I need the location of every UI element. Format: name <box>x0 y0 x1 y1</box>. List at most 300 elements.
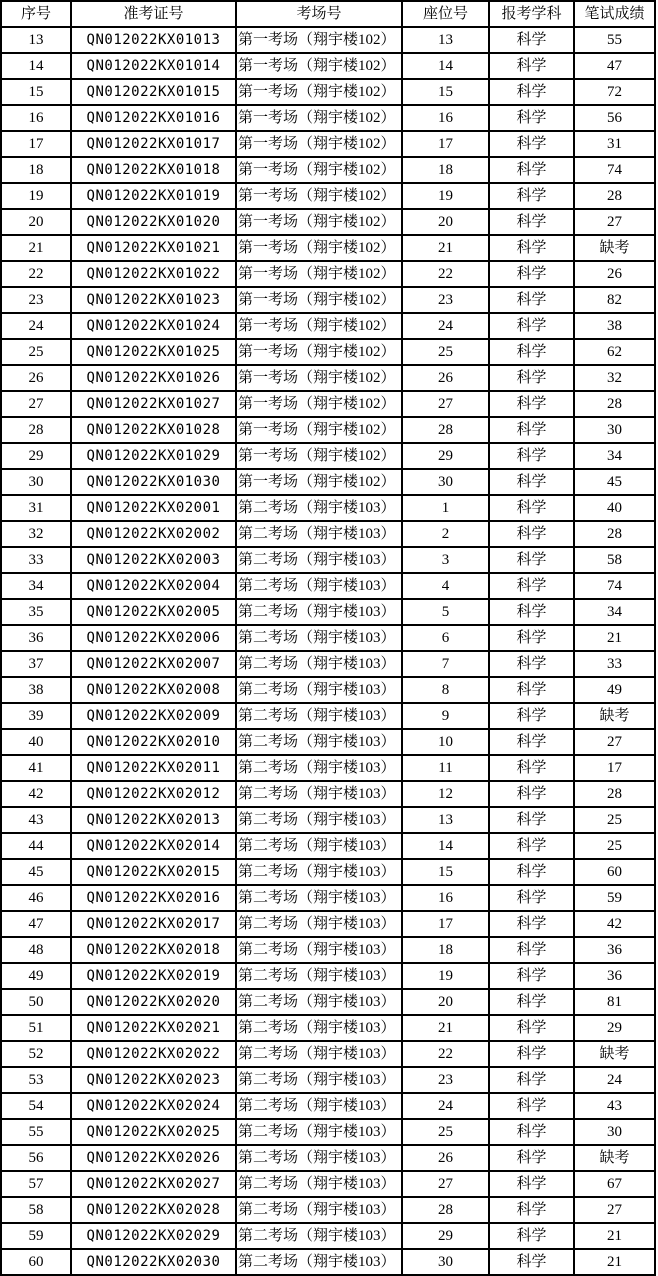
table-cell-serial: 19 <box>1 183 71 209</box>
table-row <box>1 1145 655 1171</box>
table-cell-serial: 41 <box>1 755 71 781</box>
table-cell-room: 第二考场（翔宇楼103） <box>236 521 402 547</box>
table-cell-seat: 29 <box>402 1223 489 1249</box>
table-row <box>1 495 655 521</box>
table-cell-ticket: QN012022KX02005 <box>71 599 236 625</box>
table-row <box>1 183 655 209</box>
table-cell-room: 第二考场（翔宇楼103） <box>236 573 402 599</box>
table-cell-room: 第二考场（翔宇楼103） <box>236 599 402 625</box>
table-row <box>1 287 655 313</box>
header-written-score: 笔试成绩 <box>574 1 655 27</box>
table-cell-score: 30 <box>574 417 655 443</box>
table-row <box>1 1041 655 1067</box>
table-cell-subject: 科学 <box>489 27 574 53</box>
header-exam-room: 考场号 <box>236 1 402 27</box>
table-cell-seat: 14 <box>402 833 489 859</box>
table-cell-subject: 科学 <box>489 443 574 469</box>
table-cell-subject: 科学 <box>489 885 574 911</box>
table-cell-room: 第一考场（翔宇楼102） <box>236 339 402 365</box>
table-row <box>1 625 655 651</box>
table-cell-room: 第一考场（翔宇楼102） <box>236 287 402 313</box>
table-cell-serial: 44 <box>1 833 71 859</box>
header-seat-number: 座位号 <box>402 1 489 27</box>
table-cell-ticket: QN012022KX02007 <box>71 651 236 677</box>
table-body <box>1 27 655 1275</box>
table-row <box>1 79 655 105</box>
table-cell-serial: 32 <box>1 521 71 547</box>
table-cell-seat: 27 <box>402 391 489 417</box>
table-cell-ticket: QN012022KX02018 <box>71 937 236 963</box>
table-cell-ticket: QN012022KX01020 <box>71 209 236 235</box>
table-cell-ticket: QN012022KX01027 <box>71 391 236 417</box>
table-cell-seat: 8 <box>402 677 489 703</box>
table-row <box>1 781 655 807</box>
table-row <box>1 391 655 417</box>
table-cell-score: 28 <box>574 391 655 417</box>
table-cell-ticket: QN012022KX02014 <box>71 833 236 859</box>
table-cell-serial: 47 <box>1 911 71 937</box>
table-row <box>1 105 655 131</box>
table-cell-serial: 25 <box>1 339 71 365</box>
table-cell-room: 第一考场（翔宇楼102） <box>236 443 402 469</box>
table-cell-score: 25 <box>574 833 655 859</box>
table-cell-score: 47 <box>574 53 655 79</box>
table-cell-seat: 22 <box>402 261 489 287</box>
table-cell-seat: 7 <box>402 651 489 677</box>
table-row <box>1 131 655 157</box>
table-cell-ticket: QN012022KX02025 <box>71 1119 236 1145</box>
table-cell-seat: 10 <box>402 729 489 755</box>
table-cell-seat: 15 <box>402 79 489 105</box>
table-cell-room: 第一考场（翔宇楼102） <box>236 313 402 339</box>
table-cell-ticket: QN012022KX01024 <box>71 313 236 339</box>
table-cell-subject: 科学 <box>489 755 574 781</box>
table-cell-room: 第二考场（翔宇楼103） <box>236 1197 402 1223</box>
table-cell-score: 17 <box>574 755 655 781</box>
header-admission-ticket: 准考证号 <box>71 1 236 27</box>
table-cell-ticket: QN012022KX02027 <box>71 1171 236 1197</box>
table-cell-subject: 科学 <box>489 1171 574 1197</box>
table-cell-serial: 49 <box>1 963 71 989</box>
table-cell-room: 第二考场（翔宇楼103） <box>236 625 402 651</box>
table-cell-serial: 17 <box>1 131 71 157</box>
table-cell-score: 21 <box>574 625 655 651</box>
table-cell-ticket: QN012022KX02024 <box>71 1093 236 1119</box>
table-row <box>1 729 655 755</box>
table-cell-subject: 科学 <box>489 235 574 261</box>
table-cell-serial: 30 <box>1 469 71 495</box>
table-row <box>1 157 655 183</box>
table-cell-subject: 科学 <box>489 209 574 235</box>
table-cell-serial: 15 <box>1 79 71 105</box>
table-cell-seat: 30 <box>402 469 489 495</box>
table-cell-score: 21 <box>574 1223 655 1249</box>
table-cell-ticket: QN012022KX01028 <box>71 417 236 443</box>
table-cell-room: 第二考场（翔宇楼103） <box>236 1093 402 1119</box>
table-cell-ticket: QN012022KX02010 <box>71 729 236 755</box>
table-cell-seat: 13 <box>402 807 489 833</box>
table-cell-room: 第一考场（翔宇楼102） <box>236 417 402 443</box>
table-cell-ticket: QN012022KX01023 <box>71 287 236 313</box>
table-cell-ticket: QN012022KX02004 <box>71 573 236 599</box>
table-cell-serial: 13 <box>1 27 71 53</box>
table-cell-subject: 科学 <box>489 1119 574 1145</box>
table-row <box>1 209 655 235</box>
table-cell-score: 27 <box>574 209 655 235</box>
table-cell-serial: 42 <box>1 781 71 807</box>
table-cell-room: 第一考场（翔宇楼102） <box>236 235 402 261</box>
table-cell-score: 58 <box>574 547 655 573</box>
table-cell-subject: 科学 <box>489 1197 574 1223</box>
table-cell-ticket: QN012022KX02016 <box>71 885 236 911</box>
table-row <box>1 963 655 989</box>
table-cell-subject: 科学 <box>489 261 574 287</box>
table-cell-ticket: QN012022KX02023 <box>71 1067 236 1093</box>
table-cell-ticket: QN012022KX02030 <box>71 1249 236 1275</box>
table-cell-seat: 16 <box>402 885 489 911</box>
table-cell-subject: 科学 <box>489 781 574 807</box>
table-row <box>1 547 655 573</box>
table-cell-seat: 11 <box>402 755 489 781</box>
table-cell-room: 第一考场（翔宇楼102） <box>236 365 402 391</box>
table-cell-seat: 27 <box>402 1171 489 1197</box>
table-cell-serial: 21 <box>1 235 71 261</box>
table-cell-seat: 12 <box>402 781 489 807</box>
table-cell-subject: 科学 <box>489 521 574 547</box>
table-cell-serial: 14 <box>1 53 71 79</box>
table-cell-seat: 23 <box>402 1067 489 1093</box>
table-cell-subject: 科学 <box>489 183 574 209</box>
table-cell-serial: 40 <box>1 729 71 755</box>
table-cell-score: 67 <box>574 1171 655 1197</box>
table-cell-seat: 22 <box>402 1041 489 1067</box>
table-cell-room: 第一考场（翔宇楼102） <box>236 27 402 53</box>
table-row <box>1 755 655 781</box>
table-cell-score: 28 <box>574 183 655 209</box>
table-cell-serial: 60 <box>1 1249 71 1275</box>
table-cell-ticket: QN012022KX02021 <box>71 1015 236 1041</box>
table-cell-serial: 48 <box>1 937 71 963</box>
table-cell-subject: 科学 <box>489 1249 574 1275</box>
table-cell-ticket: QN012022KX01025 <box>71 339 236 365</box>
table-cell-room: 第二考场（翔宇楼103） <box>236 677 402 703</box>
table-cell-seat: 4 <box>402 573 489 599</box>
table-cell-score: 60 <box>574 859 655 885</box>
table-cell-seat: 21 <box>402 1015 489 1041</box>
table-cell-score: 29 <box>574 1015 655 1041</box>
table-cell-ticket: QN012022KX01015 <box>71 79 236 105</box>
table-cell-subject: 科学 <box>489 547 574 573</box>
table-cell-serial: 34 <box>1 573 71 599</box>
table-cell-room: 第二考场（翔宇楼103） <box>236 703 402 729</box>
table-cell-subject: 科学 <box>489 989 574 1015</box>
table-cell-serial: 28 <box>1 417 71 443</box>
table-row <box>1 1093 655 1119</box>
table-cell-seat: 24 <box>402 1093 489 1119</box>
table-cell-ticket: QN012022KX02020 <box>71 989 236 1015</box>
table-cell-room: 第二考场（翔宇楼103） <box>236 495 402 521</box>
table-cell-ticket: QN012022KX02009 <box>71 703 236 729</box>
table-cell-seat: 20 <box>402 989 489 1015</box>
table-row <box>1 989 655 1015</box>
table-cell-subject: 科学 <box>489 417 574 443</box>
table-cell-score: 缺考 <box>574 1145 655 1171</box>
table-cell-score: 40 <box>574 495 655 521</box>
table-cell-room: 第二考场（翔宇楼103） <box>236 1145 402 1171</box>
table-cell-serial: 24 <box>1 313 71 339</box>
table-row <box>1 833 655 859</box>
table-row <box>1 703 655 729</box>
table-cell-score: 缺考 <box>574 235 655 261</box>
table-cell-subject: 科学 <box>489 105 574 131</box>
table-row <box>1 27 655 53</box>
table-cell-room: 第二考场（翔宇楼103） <box>236 885 402 911</box>
table-row <box>1 1015 655 1041</box>
table-cell-serial: 50 <box>1 989 71 1015</box>
table-cell-subject: 科学 <box>489 469 574 495</box>
table-cell-subject: 科学 <box>489 365 574 391</box>
table-cell-score: 56 <box>574 105 655 131</box>
table-cell-room: 第二考场（翔宇楼103） <box>236 1041 402 1067</box>
table-cell-seat: 29 <box>402 443 489 469</box>
table-cell-subject: 科学 <box>489 677 574 703</box>
table-cell-ticket: QN012022KX02019 <box>71 963 236 989</box>
table-cell-room: 第一考场（翔宇楼102） <box>236 131 402 157</box>
table-row <box>1 53 655 79</box>
table-cell-seat: 28 <box>402 417 489 443</box>
header-subject: 报考学科 <box>489 1 574 27</box>
table-row <box>1 235 655 261</box>
table-cell-seat: 21 <box>402 235 489 261</box>
table-cell-subject: 科学 <box>489 703 574 729</box>
table-cell-score: 81 <box>574 989 655 1015</box>
table-cell-seat: 28 <box>402 1197 489 1223</box>
table-cell-seat: 2 <box>402 521 489 547</box>
table-row <box>1 859 655 885</box>
table-cell-serial: 51 <box>1 1015 71 1041</box>
table-cell-ticket: QN012022KX01016 <box>71 105 236 131</box>
table-cell-room: 第二考场（翔宇楼103） <box>236 1171 402 1197</box>
table-cell-seat: 26 <box>402 1145 489 1171</box>
table-cell-seat: 25 <box>402 339 489 365</box>
header-serial-number: 序号 <box>1 1 71 27</box>
table-cell-score: 25 <box>574 807 655 833</box>
table-row <box>1 313 655 339</box>
table-cell-room: 第二考场（翔宇楼103） <box>236 989 402 1015</box>
table-cell-score: 34 <box>574 599 655 625</box>
table-cell-score: 59 <box>574 885 655 911</box>
table-cell-score: 31 <box>574 131 655 157</box>
table-cell-room: 第二考场（翔宇楼103） <box>236 937 402 963</box>
table-row <box>1 1249 655 1275</box>
table-cell-ticket: QN012022KX01026 <box>71 365 236 391</box>
table-cell-seat: 26 <box>402 365 489 391</box>
table-cell-seat: 17 <box>402 911 489 937</box>
table-cell-ticket: QN012022KX02006 <box>71 625 236 651</box>
table-cell-subject: 科学 <box>489 1145 574 1171</box>
table-row <box>1 521 655 547</box>
table-cell-seat: 18 <box>402 157 489 183</box>
table-row <box>1 1197 655 1223</box>
table-row <box>1 339 655 365</box>
table-cell-score: 49 <box>574 677 655 703</box>
table-cell-room: 第二考场（翔宇楼103） <box>236 781 402 807</box>
table-cell-room: 第一考场（翔宇楼102） <box>236 183 402 209</box>
table-cell-ticket: QN012022KX02028 <box>71 1197 236 1223</box>
table-cell-subject: 科学 <box>489 729 574 755</box>
table-cell-subject: 科学 <box>489 573 574 599</box>
table-cell-room: 第一考场（翔宇楼102） <box>236 105 402 131</box>
table-cell-serial: 58 <box>1 1197 71 1223</box>
table-cell-serial: 55 <box>1 1119 71 1145</box>
table-row <box>1 1119 655 1145</box>
table-cell-score: 42 <box>574 911 655 937</box>
table-row <box>1 911 655 937</box>
table-cell-score: 26 <box>574 261 655 287</box>
table-cell-subject: 科学 <box>489 625 574 651</box>
table-cell-score: 45 <box>574 469 655 495</box>
table-cell-seat: 16 <box>402 105 489 131</box>
table-cell-serial: 38 <box>1 677 71 703</box>
table-cell-room: 第一考场（翔宇楼102） <box>236 391 402 417</box>
table-cell-room: 第二考场（翔宇楼103） <box>236 1223 402 1249</box>
table-cell-ticket: QN012022KX01014 <box>71 53 236 79</box>
table-row <box>1 1067 655 1093</box>
table-row <box>1 573 655 599</box>
table-cell-room: 第二考场（翔宇楼103） <box>236 1119 402 1145</box>
table-cell-score: 32 <box>574 365 655 391</box>
table-cell-seat: 25 <box>402 1119 489 1145</box>
table-cell-serial: 45 <box>1 859 71 885</box>
table-cell-seat: 19 <box>402 963 489 989</box>
table-cell-seat: 20 <box>402 209 489 235</box>
table-cell-serial: 59 <box>1 1223 71 1249</box>
table-cell-seat: 18 <box>402 937 489 963</box>
table-cell-score: 74 <box>574 573 655 599</box>
table-cell-room: 第二考场（翔宇楼103） <box>236 963 402 989</box>
table-cell-ticket: QN012022KX02013 <box>71 807 236 833</box>
table-cell-serial: 31 <box>1 495 71 521</box>
table-cell-serial: 16 <box>1 105 71 131</box>
table-cell-room: 第二考场（翔宇楼103） <box>236 833 402 859</box>
table-cell-serial: 33 <box>1 547 71 573</box>
table-cell-serial: 27 <box>1 391 71 417</box>
table-cell-subject: 科学 <box>489 1093 574 1119</box>
table-row <box>1 599 655 625</box>
table-cell-subject: 科学 <box>489 391 574 417</box>
table-cell-ticket: QN012022KX02029 <box>71 1223 236 1249</box>
table-cell-serial: 56 <box>1 1145 71 1171</box>
table-cell-room: 第一考场（翔宇楼102） <box>236 79 402 105</box>
table-cell-room: 第一考场（翔宇楼102） <box>236 157 402 183</box>
table-cell-score: 30 <box>574 1119 655 1145</box>
table-cell-serial: 35 <box>1 599 71 625</box>
table-cell-seat: 5 <box>402 599 489 625</box>
table-cell-serial: 53 <box>1 1067 71 1093</box>
table-cell-score: 74 <box>574 157 655 183</box>
table-cell-subject: 科学 <box>489 911 574 937</box>
table-cell-ticket: QN012022KX01017 <box>71 131 236 157</box>
table-cell-subject: 科学 <box>489 963 574 989</box>
table-cell-serial: 26 <box>1 365 71 391</box>
table-cell-room: 第二考场（翔宇楼103） <box>236 729 402 755</box>
table-header <box>1 1 655 27</box>
table-cell-seat: 19 <box>402 183 489 209</box>
table-row <box>1 261 655 287</box>
table-cell-serial: 29 <box>1 443 71 469</box>
table-cell-subject: 科学 <box>489 833 574 859</box>
table-row <box>1 937 655 963</box>
table-cell-room: 第二考场（翔宇楼103） <box>236 1249 402 1275</box>
table-cell-subject: 科学 <box>489 807 574 833</box>
table-cell-ticket: QN012022KX02012 <box>71 781 236 807</box>
table-cell-seat: 17 <box>402 131 489 157</box>
table-cell-ticket: QN012022KX02003 <box>71 547 236 573</box>
table-cell-room: 第一考场（翔宇楼102） <box>236 261 402 287</box>
table-cell-room: 第二考场（翔宇楼103） <box>236 547 402 573</box>
table-cell-serial: 23 <box>1 287 71 313</box>
table-cell-serial: 43 <box>1 807 71 833</box>
table-cell-ticket: QN012022KX02008 <box>71 677 236 703</box>
table-row <box>1 807 655 833</box>
table-cell-seat: 23 <box>402 287 489 313</box>
table-cell-score: 21 <box>574 1249 655 1275</box>
table-cell-room: 第二考场（翔宇楼103） <box>236 859 402 885</box>
table-cell-score: 27 <box>574 1197 655 1223</box>
table-cell-ticket: QN012022KX02015 <box>71 859 236 885</box>
header-row <box>1 1 655 27</box>
table-cell-subject: 科学 <box>489 287 574 313</box>
table-cell-subject: 科学 <box>489 53 574 79</box>
table-cell-score: 72 <box>574 79 655 105</box>
table-cell-score: 24 <box>574 1067 655 1093</box>
table-cell-seat: 30 <box>402 1249 489 1275</box>
table-cell-subject: 科学 <box>489 599 574 625</box>
table-cell-subject: 科学 <box>489 1041 574 1067</box>
table-cell-serial: 37 <box>1 651 71 677</box>
table-cell-subject: 科学 <box>489 79 574 105</box>
table-cell-ticket: QN012022KX01021 <box>71 235 236 261</box>
table-cell-ticket: QN012022KX01029 <box>71 443 236 469</box>
table-cell-subject: 科学 <box>489 651 574 677</box>
table-cell-ticket: QN012022KX02001 <box>71 495 236 521</box>
table-cell-ticket: QN012022KX02011 <box>71 755 236 781</box>
table-cell-room: 第二考场（翔宇楼103） <box>236 807 402 833</box>
table-cell-ticket: QN012022KX01030 <box>71 469 236 495</box>
table-cell-score: 28 <box>574 781 655 807</box>
table-cell-serial: 22 <box>1 261 71 287</box>
table-row <box>1 1223 655 1249</box>
table-cell-room: 第二考场（翔宇楼103） <box>236 1067 402 1093</box>
table-cell-subject: 科学 <box>489 131 574 157</box>
table-cell-score: 28 <box>574 521 655 547</box>
table-cell-serial: 57 <box>1 1171 71 1197</box>
table-row <box>1 651 655 677</box>
table-cell-room: 第一考场（翔宇楼102） <box>236 53 402 79</box>
table-row <box>1 677 655 703</box>
table-cell-room: 第一考场（翔宇楼102） <box>236 209 402 235</box>
table-cell-score: 33 <box>574 651 655 677</box>
table-cell-serial: 46 <box>1 885 71 911</box>
table-cell-score: 缺考 <box>574 703 655 729</box>
table-cell-score: 36 <box>574 963 655 989</box>
table-cell-room: 第二考场（翔宇楼103） <box>236 651 402 677</box>
table-cell-serial: 20 <box>1 209 71 235</box>
table-cell-subject: 科学 <box>489 859 574 885</box>
table-cell-subject: 科学 <box>489 495 574 521</box>
table-cell-serial: 18 <box>1 157 71 183</box>
table-cell-score: 27 <box>574 729 655 755</box>
